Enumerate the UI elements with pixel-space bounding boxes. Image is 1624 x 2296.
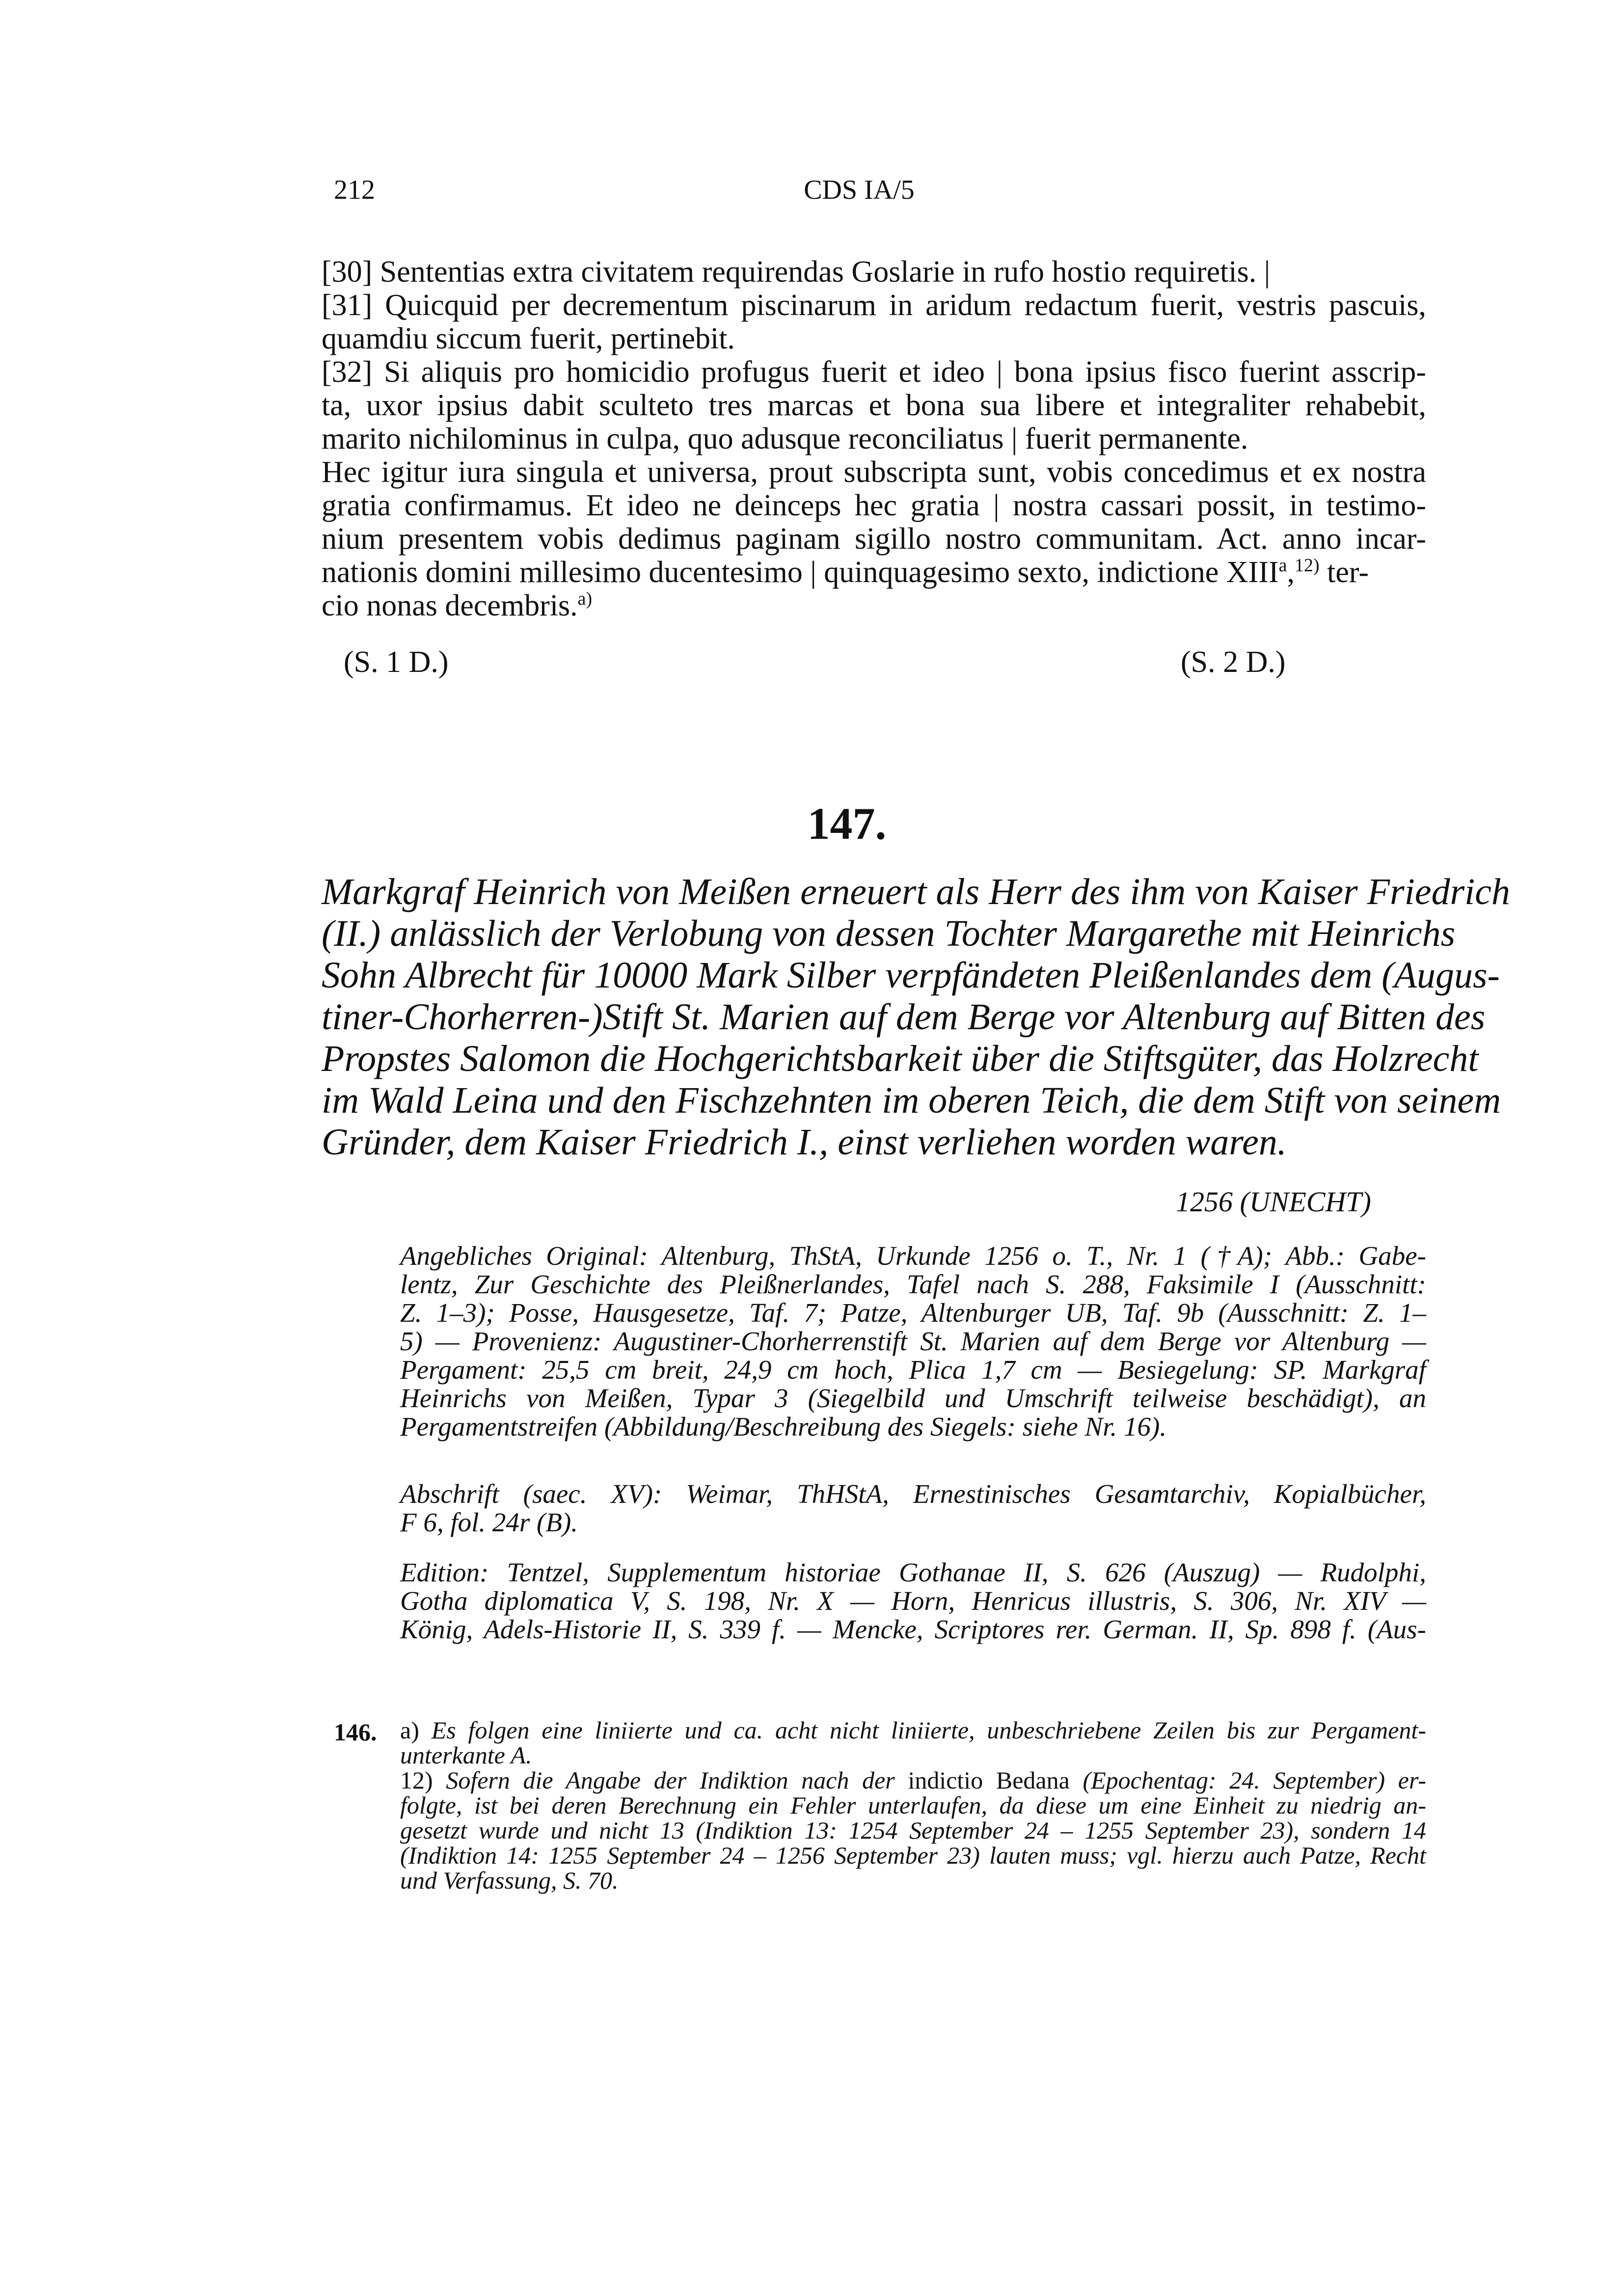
meta-line: F 6, fol. 24r (B). <box>400 1507 578 1537</box>
text-line <box>322 589 1426 622</box>
running-title: CDS IA/5 <box>804 175 915 205</box>
text-segment: ter- <box>1319 556 1369 589</box>
footnote-line: folgte, ist bei deren Berechnung ein Fehler unterlaufen, da diese um eine Einheit zu niedrig an- <box>400 1791 1426 1819</box>
meta-line: Edition: Tentzel, Supplementum historiae Gothanae II, S. 626 (Auszug) — Rudolphi, <box>400 1557 1426 1587</box>
footnote-line <box>400 1768 1426 1793</box>
text-line: Hec igitur iura singula et universa, prout subscripta sunt, vobis concedimus et ex nostra <box>322 455 1426 489</box>
footnote-text: (Epochentag: 24. September) er- <box>1083 1766 1427 1794</box>
meta-line: Angebliches Original: Altenburg, ThStA, Urkunde 1256 o. T., Nr. 1 (†A); Abb.: Gabe- <box>400 1241 1426 1271</box>
seal-note-left: (S. 1 D.) <box>344 645 449 679</box>
text-line: ta, uxor ipsius dabit sculteto tres marcas et bona sua libere et integraliter rehabebit, <box>322 389 1426 422</box>
document-146-text <box>322 255 1426 622</box>
text-line <box>322 556 1426 589</box>
footnote-term: indictio Bedana <box>908 1766 1070 1794</box>
footnote-line: (Indiktion 14: 1255 September 24 – 1256 September 23) lauten muss; vgl. hierzu auch Patze, Recht <box>400 1842 1426 1869</box>
footnote-document-label: 146. <box>334 1718 377 1746</box>
footnote-line: unterkante A. <box>400 1741 532 1769</box>
meta-line: Heinrichs von Meißen, Typar 3 (Siegelbild und Umschrift teilweise beschädigt), an <box>400 1383 1426 1413</box>
footnote-marker: 12) <box>400 1766 433 1794</box>
regest <box>322 871 1511 1163</box>
meta-line: Z. 1–3); Posse, Hausgesetze, Taf. 7; Patze, Altenburger UB, Taf. 9b (Ausschnitt: Z. 1– <box>400 1298 1426 1328</box>
footnote-line <box>400 1718 1426 1743</box>
meta-line: Gotha diplomatica V, S. 198, Nr. X — Horn, Henricus illustris, S. 306, Nr. XIV — <box>400 1586 1426 1616</box>
seal-note-right: (S. 2 D.) <box>1181 645 1286 679</box>
text-segment: , <box>1287 556 1295 589</box>
text-line: [31] Quicquid per decrementum piscinarum in aridum redactum fuerit, vestris pascuis, <box>322 289 1426 322</box>
footnote-text: Sofern die Angabe der Indiktion nach der <box>446 1766 895 1794</box>
text-segment: cio nonas decembris. <box>322 589 578 622</box>
regest-line: Sohn Albrecht für 10000 Mark Silber verpfändeten Pleißenlandes dem (Augus- <box>322 955 1500 996</box>
footnote-marker: a) <box>577 588 593 609</box>
meta-line: Pergamentstreifen (Abbildung/Beschreibung des Siegels: siehe Nr. 16). <box>400 1412 1167 1442</box>
text-segment: nationis domini millesimo ducentesimo | quinquagesimo sexto, indictione XIII <box>322 556 1279 589</box>
original-description <box>400 1242 1426 1441</box>
footnote-marker: a) <box>400 1716 419 1744</box>
document-number: 147. <box>807 799 887 849</box>
meta-line: Abschrift (saec. XV): Weimar, ThHStA, Ernestinisches Gesamtarchiv, Kopialbücher, <box>400 1479 1426 1509</box>
footnote-line: und Verfassung, S. 70. <box>400 1867 619 1894</box>
footnotes <box>400 1718 1426 1893</box>
meta-line: 5) — Provenienz: Augustiner-Chorherrenstift St. Marien auf dem Berge vor Altenburg — <box>400 1326 1426 1356</box>
footnote-marker: 12) <box>1295 555 1320 576</box>
text-line: marito nichilominus in culpa, quo adusque reconciliatus | fuerit permanente. <box>322 422 1248 455</box>
footnote-marker: a <box>1278 555 1287 576</box>
meta-line: lentz, Zur Geschichte des Pleißnerlandes, Tafel nach S. 288, Faksimile I (Ausschnitt: <box>400 1269 1426 1299</box>
text-line: gratia confirmamus. Et ideo ne deinceps hec gratia | nostra cassari possit, in testimo- <box>322 489 1426 522</box>
footnote-line: gesetzt wurde und nicht 13 (Indiktion 13: 1254 September 24 – 1255 September 23), sondern 14 <box>400 1816 1426 1844</box>
regest-line: im Wald Leina und den Fischzehnten im oberen Teich, die dem Stift von seinem <box>322 1080 1501 1121</box>
regest-line: Gründer, dem Kaiser Friedrich I., einst verliehen worden waren. <box>322 1121 1287 1163</box>
regest-line: Propstes Salomon die Hochgerichtsbarkeit über die Stiftsgüter, das Holzrecht <box>322 1038 1479 1079</box>
text-line: nium presentem vobis dedimus paginam sigillo nostro communitam. Act. anno incar- <box>322 522 1426 556</box>
regest-line: (II.) anlässlich der Verlobung von dessen Tochter Margarethe mit Heinrichs <box>322 913 1456 954</box>
text-line: [30] Sententias extra civitatem requirendas Goslarie in rufo hostio requiretis. | <box>322 255 1271 289</box>
regest-line: tiner-Chorherren-)Stift St. Marien auf dem Berge vor Altenburg auf Bitten des <box>322 996 1486 1038</box>
footnote-text: Es folgen eine liniierte und ca. acht nicht liniierte, unbeschriebene Zeilen bis zur Pergament- <box>431 1716 1427 1744</box>
document-date: 1256 (UNECHT) <box>1176 1186 1371 1218</box>
page-number: 212 <box>334 175 375 205</box>
regest-line: Markgraf Heinrich von Meißen erneuert als Herr des ihm von Kaiser Friedrich <box>322 871 1511 912</box>
edition-description <box>400 1558 1426 1644</box>
text-line: [32] Si aliquis pro homicidio profugus fuerit et ideo | bona ipsius fisco fuerint asscrip- <box>322 355 1426 389</box>
copy-description <box>400 1480 1426 1537</box>
text-line: quamdiu siccum fuerit, pertinebit. <box>322 322 735 355</box>
meta-line: König, Adels-Historie II, S. 339 f. — Mencke, Scriptores rer. German. II, Sp. 898 f. (Aus- <box>400 1614 1426 1644</box>
meta-line: Pergament: 25,5 cm breit, 24,9 cm hoch, Plica 1,7 cm — Besiegelung: SP. Markgraf <box>400 1355 1426 1385</box>
